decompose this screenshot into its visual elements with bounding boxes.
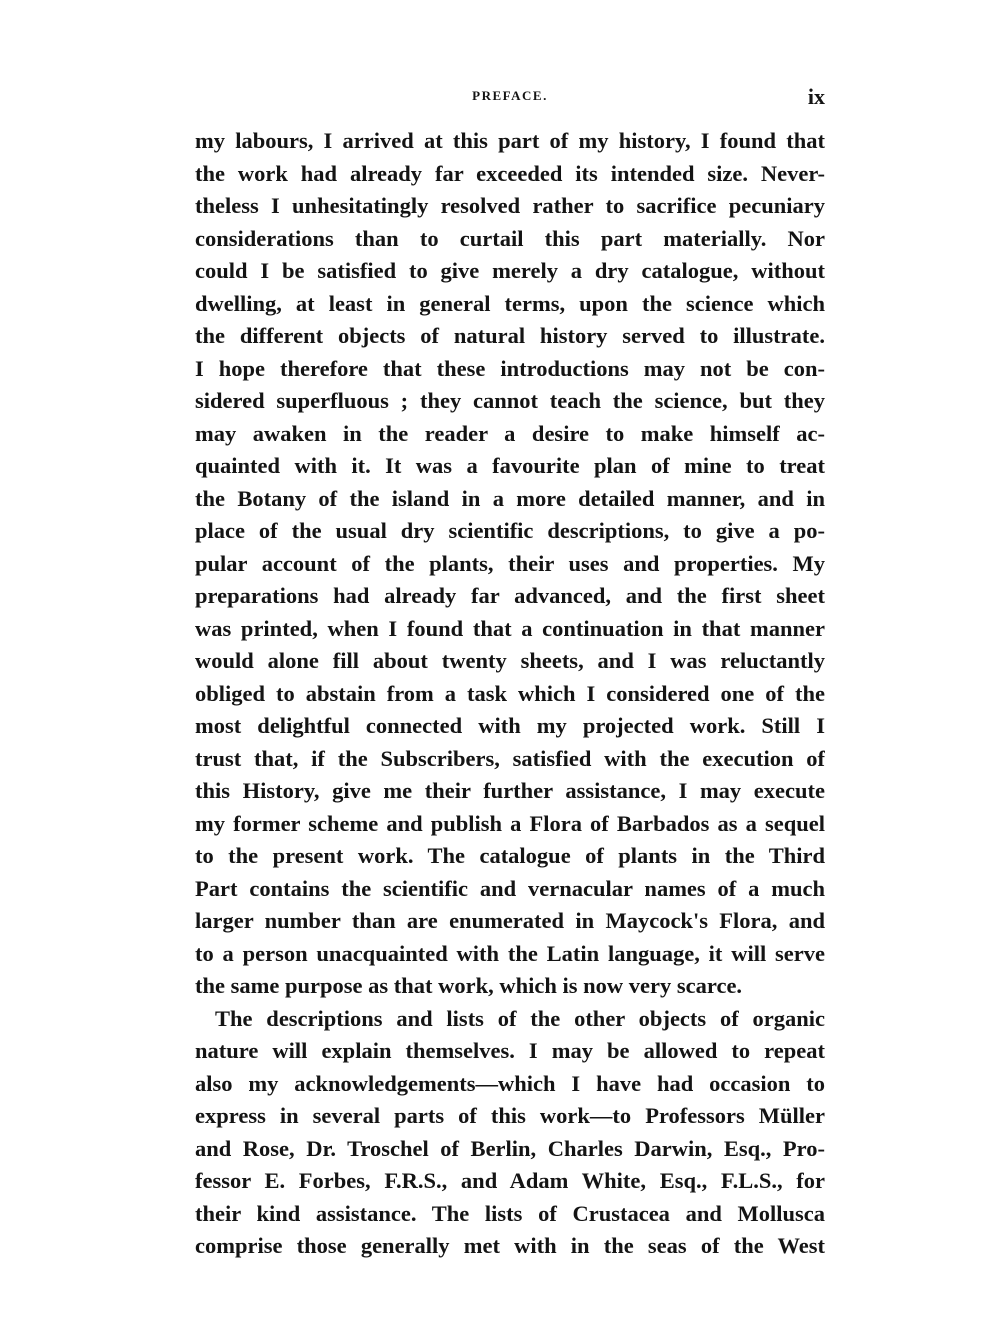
text-line: preparations had already far advanced, and the first sheet [195, 583, 825, 608]
body-text [195, 125, 825, 1263]
paragraph-2 [195, 1003, 825, 1263]
text-line: to the present work. The catalogue of plants in the Third [195, 843, 825, 868]
text-line: the work had already far exceeded its intended size. Never- [195, 160, 825, 186]
text-line: express in several parts of this work—to Professors Müller [195, 1103, 825, 1128]
text-line: place of the usual dry scientific descriptions, to give a po- [195, 518, 825, 543]
text-line: nature will explain themselves. I may be allowed to repeat [195, 1038, 825, 1063]
text-line: Part contains the scientific and vernacular names of a much [195, 875, 825, 901]
text-line: the same purpose as that work, which is now very scarce. [195, 973, 743, 998]
paragraph-1 [195, 125, 825, 1003]
text-line: The descriptions and lists of the other objects of organic [215, 1005, 825, 1031]
text-line: obliged to abstain from a task which I considered one of the [195, 680, 825, 706]
text-line: and Rose, Dr. Troschel of Berlin, Charles Darwin, Esq., Pro- [195, 1135, 825, 1161]
text-line: considerations than to curtail this part materially. Nor [195, 225, 825, 251]
text-line: I hope therefore that these introductions may not be con- [195, 355, 825, 381]
text-line: trust that, if the Subscribers, satisfied with the execution of [195, 745, 825, 771]
text-line: quainted with it. It was a favourite plan of mine to treat [195, 453, 825, 478]
text-line: this History, give me their further assistance, I may execute [195, 778, 825, 803]
text-line: comprise those generally met with in the seas of the West [195, 1233, 825, 1258]
text-line: fessor E. Forbes, F.R.S., and Adam White, Esq., F.L.S., for [195, 1168, 825, 1193]
text-line: my former scheme and publish a Flora of Barbados as a sequel [195, 810, 825, 836]
text-line: was printed, when I found that a continuation in that manner [195, 615, 825, 641]
page-number: ix [807, 84, 825, 109]
text-line: pular account of the plants, their uses and properties. My [195, 550, 825, 576]
text-line: my labours, I arrived at this part of my history, I found that [195, 128, 825, 153]
text-line: theless I unhesitatingly resolved rather to sacrifice pecuniary [195, 193, 825, 218]
text-line: the Botany of the island in a more detailed manner, and in [195, 485, 825, 511]
text-line: may awaken in the reader a desire to make himself ac- [195, 420, 825, 446]
text-line: their kind assistance. The lists of Crustacea and Mollusca [195, 1200, 825, 1226]
text-line: would alone fill about twenty sheets, and I was reluctantly [195, 648, 825, 673]
text-line: also my acknowledgements—which I have had occasion to [195, 1070, 825, 1096]
text-line: could I be satisfied to give merely a dry catalogue, without [195, 258, 825, 283]
text-line: sidered superfluous ; they cannot teach the science, but they [195, 388, 825, 413]
text-line: larger number than are enumerated in Maycock's Flora, and [195, 908, 825, 933]
text-line: to a person unacquainted with the Latin language, it will serve [195, 940, 825, 966]
text-line: dwelling, at least in general terms, upon the science which [195, 290, 825, 316]
text-line: most delightful connected with my projected work. Still I [195, 713, 825, 738]
running-head [195, 86, 825, 108]
running-title: PREFACE. [472, 88, 548, 103]
text-line: the different objects of natural history served to illustrate. [195, 323, 825, 348]
